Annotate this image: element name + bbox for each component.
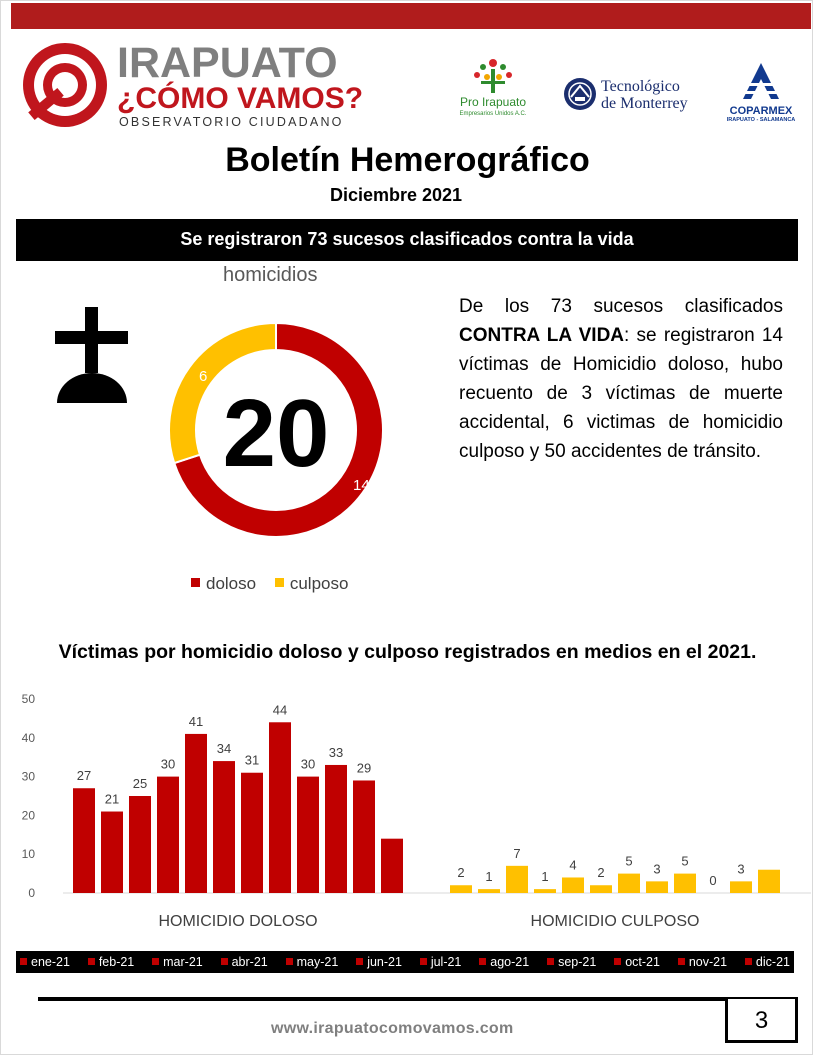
summary-banner: Se registraron 73 sucesos clasificados contra la vida bbox=[16, 219, 798, 261]
donut-legend bbox=[191, 574, 362, 594]
month-legend-swatch bbox=[420, 958, 427, 965]
group-label-doloso: HOMICIDIO DOLOSO bbox=[158, 913, 318, 930]
month-legend-label: jul-21 bbox=[430, 955, 462, 969]
grave-cross-icon bbox=[53, 307, 131, 405]
month-legend-item bbox=[614, 955, 660, 969]
bar-culposo-ene-21 bbox=[450, 885, 472, 893]
month-legend-label: mar-21 bbox=[163, 955, 203, 969]
bar-doloso-sep-21 bbox=[297, 777, 319, 893]
month-legend-swatch bbox=[152, 958, 159, 965]
y-tick-label: 50 bbox=[21, 692, 35, 706]
top-color-bar bbox=[11, 3, 811, 29]
donut-label-culposo: 6 bbox=[199, 368, 208, 385]
month-legend-item bbox=[88, 955, 134, 969]
bar-doloso-ene-21 bbox=[73, 788, 95, 893]
bar-value-label: 44 bbox=[272, 702, 288, 718]
bar-doloso-abr-21 bbox=[157, 777, 179, 893]
bar-value-label: 7 bbox=[513, 845, 521, 861]
bar-value-label: 30 bbox=[160, 756, 176, 772]
bar-value-label: 0 bbox=[709, 873, 717, 888]
bar-value-label: 27 bbox=[76, 768, 92, 784]
month-legend-label: feb-21 bbox=[98, 955, 135, 969]
month-legend-item bbox=[152, 955, 203, 969]
page-subtitle: Diciembre 2021 bbox=[329, 185, 463, 205]
month-legend-label: jun-21 bbox=[367, 955, 402, 969]
bar-value-label: 1 bbox=[485, 869, 493, 885]
donut-label-doloso: 14 bbox=[353, 477, 370, 494]
brand-subtitle: ¿CÓMO VAMOS? bbox=[117, 82, 364, 115]
month-legend-label: ene-21 bbox=[31, 955, 70, 969]
y-tick-label: 40 bbox=[21, 730, 35, 745]
pro-irapuato-icon bbox=[453, 57, 533, 95]
page-number: 3 bbox=[725, 999, 798, 1043]
legend-doloso: doloso bbox=[191, 574, 256, 593]
bar-doloso-dic-21 bbox=[381, 839, 403, 893]
month-legend-item bbox=[356, 955, 402, 969]
month-legend-swatch bbox=[88, 958, 95, 965]
brand-title: IRAPUATO bbox=[117, 39, 338, 87]
month-legend bbox=[16, 951, 794, 973]
month-legend-item bbox=[286, 955, 339, 969]
bar-value-label: 33 bbox=[328, 744, 344, 760]
description-paragraph: De los 73 sucesos clasificados CONTRA LA VIDA: se registraron 14 víctimas de Homicidio doloso, hubo recuento de 3 víctimas de muerte accidental, 6 victimas de homicidio culposo y 50 accidentes de tránsito. bbox=[459, 296, 783, 462]
bar-value-label: 25 bbox=[132, 776, 148, 791]
month-legend-label: may-21 bbox=[296, 955, 339, 969]
page-title: Boletín Hemerográfico bbox=[225, 141, 590, 179]
month-legend-item bbox=[745, 955, 790, 969]
month-legend-swatch bbox=[678, 958, 685, 965]
month-legend-label: abr-21 bbox=[231, 955, 268, 969]
coparmex-label: COPARMEX bbox=[729, 105, 793, 117]
bar-doloso-oct-21 bbox=[325, 765, 347, 893]
tec-line-2: de Monterrey bbox=[601, 95, 688, 112]
month-legend-swatch bbox=[547, 958, 554, 965]
month-legend-swatch bbox=[286, 958, 293, 965]
pro-irapuato-sublabel: Empresarios Unidos A.C. bbox=[459, 111, 527, 117]
bar-value-label: 1 bbox=[541, 869, 549, 885]
bar-doloso-mar-21 bbox=[129, 796, 151, 893]
bar-value-label: 5 bbox=[625, 853, 633, 869]
tec-monterrey-logo bbox=[563, 77, 688, 116]
month-legend-label: nov-21 bbox=[688, 955, 728, 969]
description-bold: CONTRA LA VIDA bbox=[459, 325, 625, 346]
legend-culposo: culposo bbox=[275, 574, 349, 593]
bar-culposo-mar-21 bbox=[506, 866, 528, 893]
month-legend-label: sep-21 bbox=[558, 955, 597, 969]
monthly-victims-bar-chart bbox=[1, 683, 813, 943]
bar-doloso-feb-21 bbox=[101, 812, 123, 893]
month-legend-item bbox=[547, 955, 596, 969]
bar-value-label: 21 bbox=[104, 791, 120, 807]
legend-swatch-doloso bbox=[191, 578, 200, 587]
month-legend-swatch bbox=[356, 958, 363, 965]
coparmex-sublabel: IRAPUATO - SALAMANCA bbox=[726, 117, 796, 123]
bar-culposo-nov-21 bbox=[730, 881, 752, 893]
month-legend-label: oct-21 bbox=[625, 955, 660, 969]
donut-title: homicidios bbox=[223, 264, 318, 286]
bar-doloso-ago-21 bbox=[269, 722, 291, 893]
y-tick-label: 30 bbox=[21, 769, 35, 784]
legend-swatch-culposo bbox=[275, 578, 284, 587]
y-tick-label: 10 bbox=[21, 847, 35, 862]
month-legend-swatch bbox=[745, 958, 752, 965]
bar-culposo-sep-21 bbox=[674, 874, 696, 893]
bar-value-label: 31 bbox=[244, 752, 260, 768]
irapuato-logo-icon bbox=[19, 39, 111, 131]
month-legend-swatch bbox=[20, 958, 27, 965]
bar-culposo-feb-21 bbox=[478, 889, 500, 893]
bar-culposo-dic-21 bbox=[758, 870, 780, 893]
y-tick-label: 0 bbox=[28, 886, 35, 900]
month-legend-item bbox=[221, 955, 268, 969]
month-legend-swatch bbox=[614, 958, 621, 965]
donut-total: 20 bbox=[222, 380, 330, 487]
bar-chart-title: Víctimas por homicidio doloso y culposo registrados en medios en el 2021. bbox=[58, 641, 757, 663]
pro-irapuato-label: Pro Irapuato bbox=[459, 95, 527, 109]
brand-tagline: OBSERVATORIO CIUDADANO bbox=[119, 115, 344, 129]
bar-value-label: 4 bbox=[569, 857, 577, 873]
bar-doloso-nov-21 bbox=[353, 780, 375, 893]
bar-value-label: 3 bbox=[653, 861, 661, 877]
month-legend-item bbox=[479, 955, 529, 969]
bar-value-label: 41 bbox=[188, 713, 204, 729]
y-tick-label: 20 bbox=[21, 808, 35, 823]
tec-monterrey-icon bbox=[563, 77, 597, 111]
bar-culposo-ago-21 bbox=[646, 881, 668, 893]
tec-line-1: Tecnológico bbox=[601, 78, 680, 95]
month-legend-item bbox=[420, 955, 462, 969]
bar-culposo-may-21 bbox=[562, 877, 584, 893]
pro-irapuato-logo bbox=[453, 57, 533, 117]
month-legend-swatch bbox=[221, 958, 228, 965]
month-legend-item bbox=[678, 955, 727, 969]
bar-value-label: 5 bbox=[681, 853, 689, 869]
bar-value-label: 2 bbox=[457, 865, 465, 881]
bar-culposo-jun-21 bbox=[590, 885, 612, 893]
bar-value-label: 34 bbox=[216, 741, 232, 757]
footer-url[interactable]: www.irapuatocomovamos.com bbox=[271, 1020, 514, 1037]
bar-value-label: 30 bbox=[300, 756, 316, 772]
bar-culposo-abr-21 bbox=[534, 889, 556, 893]
group-label-culposo: HOMICIDIO CULPOSO bbox=[530, 913, 700, 930]
bar-value-label: 2 bbox=[597, 865, 605, 881]
header bbox=[1, 31, 813, 141]
bar-doloso-jul-21 bbox=[241, 773, 263, 893]
bar-doloso-jun-21 bbox=[213, 761, 235, 893]
bar-value-label: 29 bbox=[356, 760, 372, 776]
bar-doloso-may-21 bbox=[185, 734, 207, 893]
bar-culposo-jul-21 bbox=[618, 874, 640, 893]
coparmex-logo bbox=[721, 59, 801, 123]
month-legend-label: dic-21 bbox=[755, 955, 790, 969]
month-legend-label: ago-21 bbox=[490, 955, 530, 969]
month-legend-swatch bbox=[479, 958, 486, 965]
footer-rule bbox=[38, 997, 798, 1001]
month-legend-item bbox=[20, 955, 70, 969]
bar-value-label: 3 bbox=[737, 861, 745, 877]
coparmex-icon bbox=[721, 59, 801, 103]
